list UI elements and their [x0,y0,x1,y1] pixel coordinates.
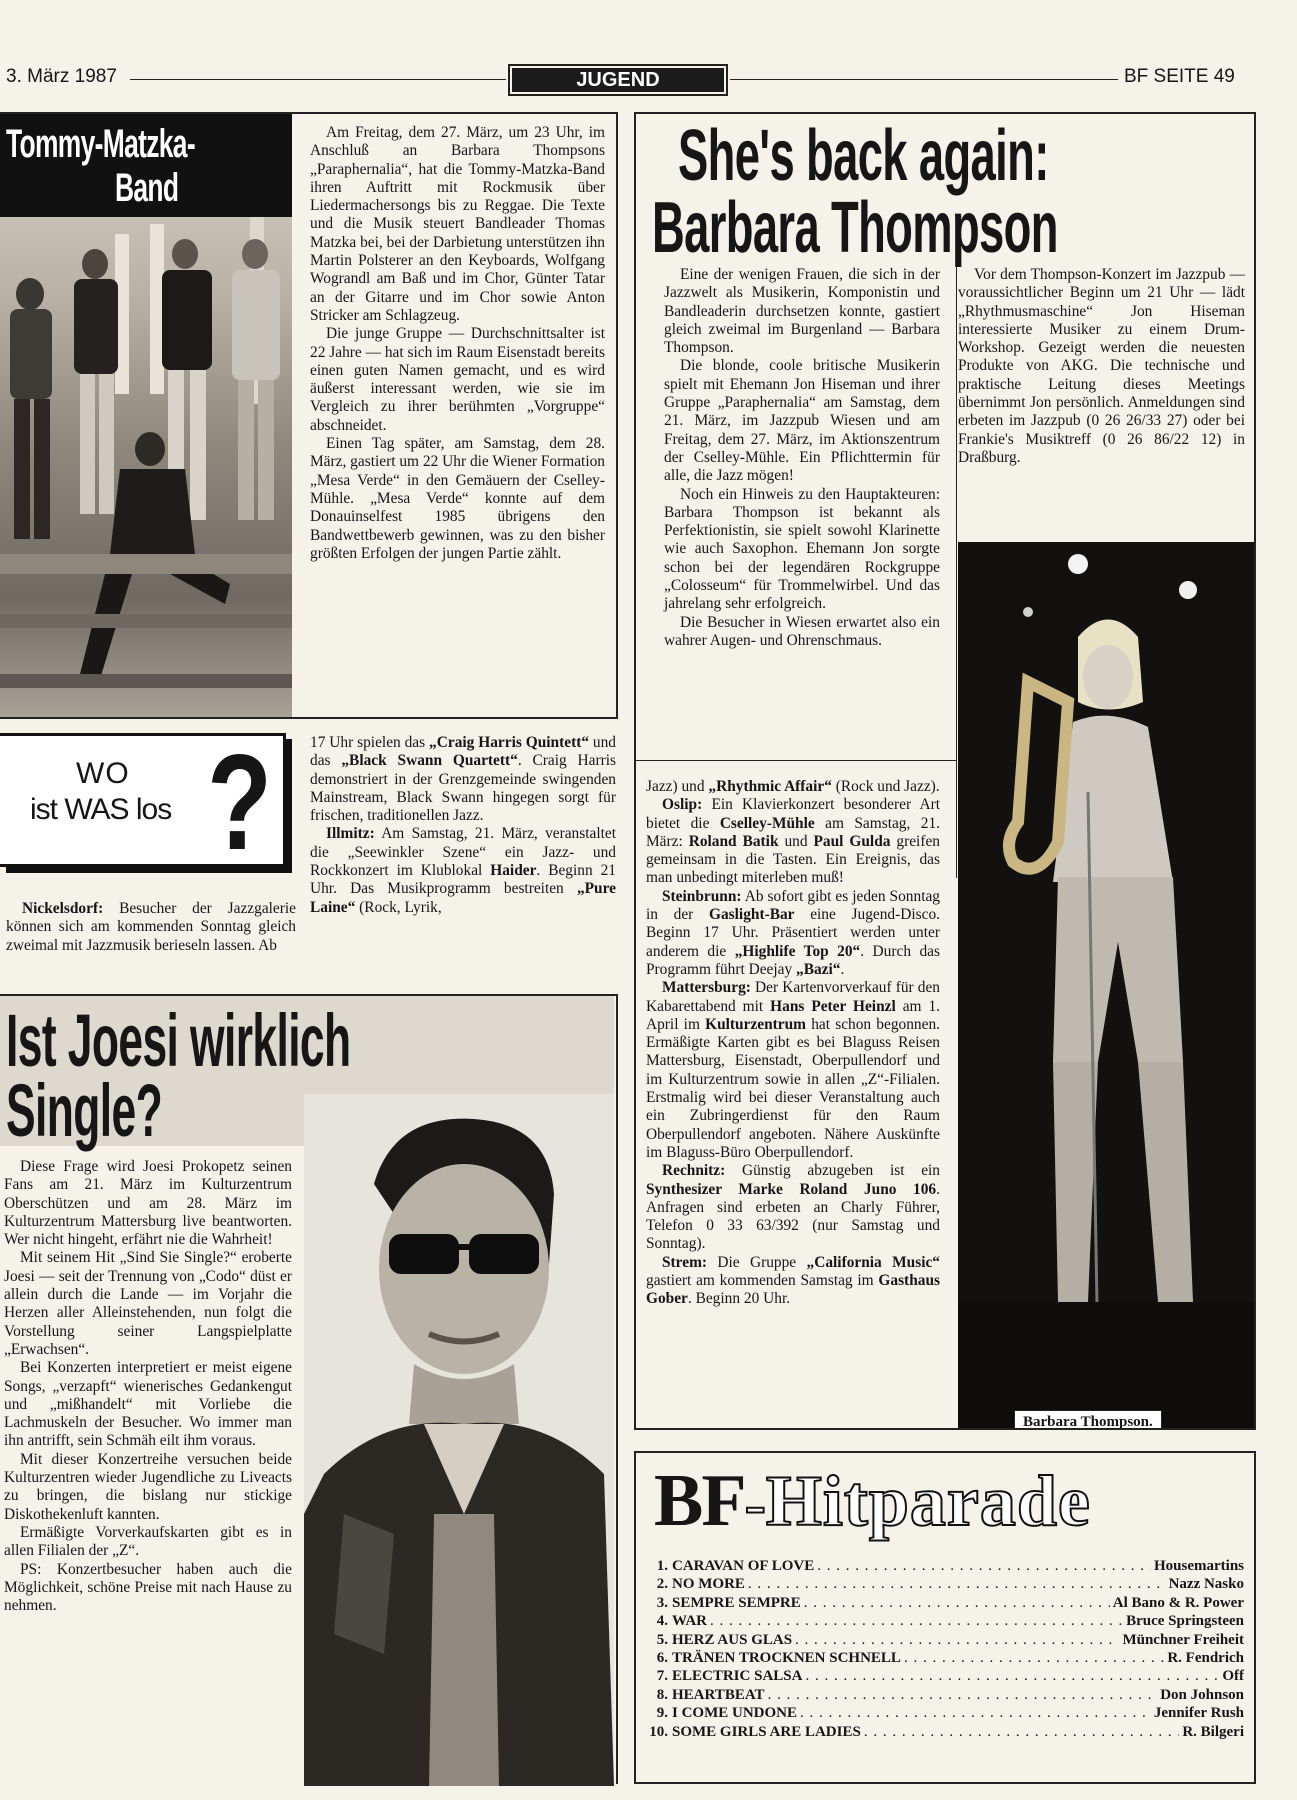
wo-matt-e: hat schon begonnen. Ermäßigte Karten gibt es bei Blaguss Reisen Mattersburg, Eisenstadt, Oberpullendorf und im Kulturzentrum sowie in allen „Z“-Filialen. Erstmalig wird bei dieser Veranstaltung auch ein Zubringerdienst für den Raum Oberpullendorf angeboten. Nähere Auskünfte im Blaguss-Büro Oberpullendorf. [646,1015,940,1161]
wo-col3 [646,778,940,1309]
wo-r-a: Jazz) und [646,778,709,795]
issue-date: 3. März 1987 [6,66,117,87]
hit-title: SOME GIRLS ARE LADIES [672,1723,861,1740]
wo-harris-e: . Craig Harris demonstriert in der Grenzgemeinde swingenden Mainstream, Black Swann hingegen sorgt für frischen, traditionellen Jazz. [310,752,616,825]
hit-row [644,1631,1244,1649]
barbara-col2 [958,266,1245,467]
wo-harris-c: und das [310,734,617,770]
hit-title: HEARTBEAT [672,1686,765,1703]
header-rule-right [730,79,1118,80]
tommy-para-2: Die junge Gruppe — Durchschnittsalter ist 22 Jahre — hat sich im Raum Eisenstadt bereits einen guten Namen gemacht, und es wird äußerst interessant werden, wie sie im Vergleich zu ihrer berühmten „Vorgruppe“ abschneidet. [310,325,605,434]
wo-oslip-b: Cselley-Mühle [719,814,815,832]
page-number: BF SEITE 49 [1124,66,1235,87]
wo-strem-a: Die Gruppe [707,1253,807,1271]
hit-rank: 7. [656,1668,668,1685]
tommy-band-photo [0,114,292,717]
hit-rank: 1. [656,1558,668,1574]
hit-dots [805,1667,1219,1685]
wo-strem [646,1254,940,1309]
hit-rank: 10. [649,1723,668,1740]
wo-rech-kw: Rechnitz: [662,1162,726,1180]
joesi-headline-1: Ist Joesi wirklich [6,999,351,1082]
wo-matt-c: am 1. April im [646,997,941,1033]
wo-logo-line2: ist WAS los [30,793,172,826]
hit-dots [817,1557,1151,1575]
wo-illmitz-d: „Pure Laine“ [310,880,616,916]
wo-nickelsdorf-kw: Nickelsdorf: [22,900,104,917]
joesi-para-2: Mit seinem Hit „Sind Sie Single?“ eroberte Joesi — seit der Trennung von „Codo“ düst er allein durch die Lande — im Vorjahr die Herzen aller Alleinstehenden, nun folgt die Vorstellung seiner Langspielplatte „Erwachsen“. [4,1249,292,1358]
hit-rank: 4. [656,1613,668,1630]
hitparade-title-bf: BF [654,1460,745,1542]
barbara-photo [958,542,1254,1428]
hit-title: CARAVAN OF LOVE [672,1558,815,1574]
hit-row [644,1686,1244,1704]
wo-stein-c: eine Jugend-Disco. Beginn 17 Uhr. Präsentiert werden unter anderem die [646,906,940,960]
wo-stein-kw: Steinbrunn: [662,887,742,905]
tommy-headline-inner [6,122,286,166]
hit-dots [748,1575,1166,1593]
tommy-article [310,124,605,563]
tommy-headline-inner-2 [115,166,211,210]
wo-harris-a: 17 Uhr spielen das [310,734,430,751]
header-rule-left [130,79,506,80]
tommy-para-1: Am Freitag, dem 27. März, um 23 Uhr, im Anschluß an Barbara Thompsons „Paraphernalia“, hat die Tommy-Matzka-Band ihren Auftritt mit Rockmusik über Liedermachersongs bis zu Reggae. Die Texte und die Musik steuert Bandleader Thomas Matzka bei, bei der Darbietung unterstützen ihn Martin Polsterer an den Keyboards, Wolfgang Wograndl am Baß und im Chor, Günter Tatar an der Gitarre und im Chor sowie Anton Stricker am Schlagzeug. [310,124,605,324]
barbara-col1-para-4: Die Besucher in Wiesen erwartet also ein wahrer Augen- und Ohrenschmaus. [664,613,940,649]
hitparade-section [634,1451,1256,1784]
hit-row [644,1557,1244,1575]
hitparade-title-outline: Hitparade [765,1461,1091,1541]
barbara-headline-1: She's back again: [678,116,1049,196]
wo-strem-kw: Strem: [662,1253,708,1271]
wo-illmitz-c: . Beginn 21 Uhr. Das Musikprogramm bestreiten [310,862,616,898]
hit-title: ELECTRIC SALSA [672,1668,803,1685]
wo-rechnitz [646,1162,940,1253]
tommy-headline-2: Band [115,166,179,210]
barbara-col1-para-1: Eine der wenigen Frauen, die sich in der Jazzwelt als Musikerin, Komponistin und Bandleaderin durchsetzen konnte, gastiert gleich zweimal im Burgenland — Barbara Thompson. [664,266,940,357]
barbara-col1 [664,266,940,650]
wo-stein-a: Ab sofort gibt es jeden Sonntag in der [646,887,940,924]
wo-strem-b: „California Music“ [806,1253,941,1271]
hit-artist: Al Bano & R. Power [1112,1594,1244,1611]
hit-row [644,1594,1244,1612]
wo-stein-f: „Bazi“ [796,960,841,978]
tommy-headline-1: Tommy-Matzka- [6,122,195,166]
hit-title: NO MORE [672,1576,745,1593]
section-label-box [508,64,728,96]
wo-illmitz-b: Haider [490,862,537,880]
hit-row [644,1704,1244,1722]
hit-artist: Jennifer Rush [1153,1705,1244,1722]
hit-title: I COME UNDONE [672,1705,798,1722]
wo-oslip-d: Roland Batik [688,832,779,850]
hit-rank: 3. [656,1594,668,1611]
wo-stein-d: „Highlife Top 20“ [734,942,861,960]
barbara-col1-rule [956,266,957,878]
wo-stein-b: Gaslight-Bar [709,906,795,924]
joesi-para-4: Mit dieser Konzertreihe versuchen beide Kulturzentren wieder Jugendliche zu Liveacts zu bringen, die bislang nur stickige Diskothekenluft kannten. [4,1450,292,1523]
wo-nickelsdorf [6,900,296,955]
wo-strem-e: . Beginn 20 Uhr. [687,1290,791,1308]
hit-row [644,1612,1244,1630]
joesi-para-3: Bei Konzerten interpretiert er meist eigene Songs, „verzapft“ wienerisches Gedankengut und „mißhandelt“ mit Vorliebe die Lachmuskeln der Besucher. Wo immer man ihn antrifft, sein Schmäh eilt ihm voraus. [4,1359,292,1450]
wo-oslip-g: greifen gemeinsam in die Tasten. Ein Ereignis, das man unbedingt miterleben muß! [646,832,940,887]
tommy-para-3: Einen Tag später, am Samstag, dem 28. März, gastiert um 22 Uhr die Wiener Formation „Mesa Verde“ in den Gemäuern der Cselley-Mühle. „Mesa Verde“ konnte auf dem Donauinselfest 1985 übrigens den Bandwettbewerb gewinnen, was zu den bisher größten Erfolgen der jungen Partie zählt. [310,435,605,562]
wo-col1 [6,900,296,955]
hit-artist: Off [1222,1668,1244,1685]
joesi-photo [304,1094,614,1786]
joesi-para-1: Diese Frage wird Joesi Prokopetz seinen Fans am 21. März im Kulturzentrum Oberschützen und am 28. März im Kulturzentrum Mattersburg live beantworten. Wer nicht hingeht, erfährt nie die Wahrheit! [4,1158,292,1249]
hit-dots [795,1631,1119,1649]
wo-col3-rule [634,760,956,761]
hit-dots [800,1704,1151,1722]
wo-strem-c: gastiert am kommenden Samstag im [646,1272,879,1290]
hit-artist: Don Johnson [1160,1686,1244,1703]
wo-matt-a: Der Kartenvorverkauf für den Kabarettabend mit [646,979,940,1015]
hitparade-title [654,1459,1091,1544]
hit-dots [864,1723,1180,1741]
hit-row [644,1575,1244,1593]
hit-row [644,1667,1244,1685]
barbara-caption: Barbara Thompson. [1014,1410,1162,1428]
wo-logo-line1: WO [76,757,130,790]
wo-rech-c: . Anfragen sind erbeten an Charly Führer, Telefon 0 33 63/392 (nur Samstag und Sonntag). [646,1180,940,1253]
hit-dots [710,1612,1123,1630]
wo-harris-d: „Black Swann Quartett“ [341,752,518,770]
barbara-headline-2: Barbara Thompson [652,188,1058,268]
hit-dots [804,1594,1110,1612]
tommy-section [0,112,618,719]
wo-illmitz-kw: Illmitz: [326,825,375,843]
wo-matt-b: Hans Peter Heinzl [770,997,896,1015]
wo-oslip-f: Paul Gulda [813,832,891,850]
joesi-para-6: PS: Konzertbesucher haben auch die Möglichkeit, schöne Preise mit nach Hause zu nehmen. [4,1560,292,1615]
wo-rhythmic [646,778,940,796]
wo-strem-d: Gasthaus Gober [646,1272,940,1308]
hit-row [644,1649,1244,1667]
wo-illmitz-e: (Rock, Lyrik, [355,898,442,916]
wo-steinbrunn [646,888,940,979]
hit-title: HERZ AUS GLAS [672,1631,793,1648]
hit-dots [904,1649,1164,1667]
hit-dots [768,1686,1158,1704]
barbara-col1-para-3: Noch ein Hinweis zu den Hauptakteuren: Barbara Thompson ist bekannt als Perfektionistin, sie spielt sowohl Klarinette wie auch Saxophon. Ehemann Jon sorgte schon bei der legendären Rockgruppe „Colosseum“ für Trommelwirbel. Und das jahrelang sehr erfolgreich. [664,485,940,613]
hit-row [644,1723,1244,1741]
wo-rech-a: Günstig abzugeben ist ein [725,1162,940,1180]
hitparade-list [644,1557,1244,1741]
wo-oslip-e: und [778,832,814,850]
tommy-headline-box [0,114,292,217]
joesi-portrait [304,1094,614,1786]
hitparade-title-dash: - [744,1468,766,1539]
barbara-col2-para-1: Vor dem Thompson-Konzert im Jazzpub — voraussichtlicher Beginn um 21 Uhr — lädt „Rhythmusmaschine“ Jon Hiseman interessierte Musiker zu einem Drum-Workshop. Gezeigt werden die neuesten Produkte von AKG. Die technische und praktische Leitung dieses Meetings übernimmt Jon persönlich. Anmeldungen sind erbeten im Jazzpub (0 26 26/33 27) oder bei Frankie's Musiktreff (0 26 86/22 12) in Draßburg. [958,266,1245,466]
barbara-saxophone-figure [958,542,1254,1428]
hit-rank: 9. [656,1705,668,1722]
section-label: JUGEND [512,68,724,92]
hit-rank: 2. [656,1576,668,1593]
wo-illmitz-a: Am Samstag, 21. März, veranstaltet die „Seewinkler Szene“ ein Jazz- und Rockkonzert im Klublokal [310,825,616,880]
joesi-section [0,994,618,1784]
wo-illmitz [310,825,616,916]
hit-rank: 5. [656,1631,668,1648]
wo-nickelsdorf-text: Besucher der Jazzgalerie können sich am kommenden Sonntag gleich zweimal mit Jazzmusik berieseln lassen. Ab [6,900,296,954]
hit-artist: R. Fendrich [1167,1650,1244,1667]
wo-matt-d: Kulturzentrum [705,1015,807,1033]
wo-stein-e: . Durch das Programm führt Deejay [646,942,940,978]
wo-harris-b: „Craig Harris Quintett“ [429,734,590,751]
hit-title: TRÄNEN TROCKNEN SCHNELL [672,1650,901,1667]
wo-r-c: (Rock und Jazz). [831,778,940,795]
wo-matt-kw: Mattersburg: [662,979,751,997]
hit-title: WAR [672,1613,708,1630]
barbara-col1-para-2: Die blonde, coole britische Musikerin spielt mit Ehemann Jon Hiseman und ihrer Gruppe „Paraphernalia“ am Samstag, dem 21. März, im Jazzpub Wiesen und am Freitag, dem 27. März, im Aktionszentrum der Cselley-Mühle. Ein Pflichttermin für alle, die Jazz mögen! [664,357,940,485]
hit-rank: 8. [656,1686,668,1703]
page-header [0,62,1297,102]
wo-oslip-c: am Samstag, 21. März: [646,814,940,850]
wo-oslip [646,796,940,887]
hit-artist: Bruce Springsteen [1126,1613,1244,1630]
hit-artist: R. Bilgeri [1182,1723,1244,1740]
hit-rank: 6. [656,1650,668,1667]
wo-ist-was-los-logo [0,726,292,878]
wo-stein-g: . [840,960,845,978]
wo-rech-b: Synthesizer Marke Roland Juno 106 [646,1180,937,1198]
joesi-article [4,1158,292,1615]
hit-title: SEMPRE SEMPRE [672,1594,801,1611]
hit-artist: Housemartins [1154,1558,1244,1574]
wo-oslip-kw: Oslip: [662,796,703,814]
wo-col2 [310,734,616,917]
wo-r-b: „Rhythmic Affair“ [708,778,832,795]
joesi-para-5: Ermäßigte Vorverkaufskarten gibt es in allen Filialen der „Z“. [4,1523,292,1560]
hit-artist: Münchner Freiheit [1122,1631,1244,1648]
wo-oslip-a: Ein Klavierkonzert besonderer Art bietet die [646,796,940,832]
joesi-headline-2: Single? [6,1069,163,1152]
wo-mattersburg [646,979,940,1162]
wo-harris [310,734,616,825]
wo-logo-question-mark: ? [207,726,272,878]
hit-artist: Nazz Nasko [1168,1576,1244,1593]
